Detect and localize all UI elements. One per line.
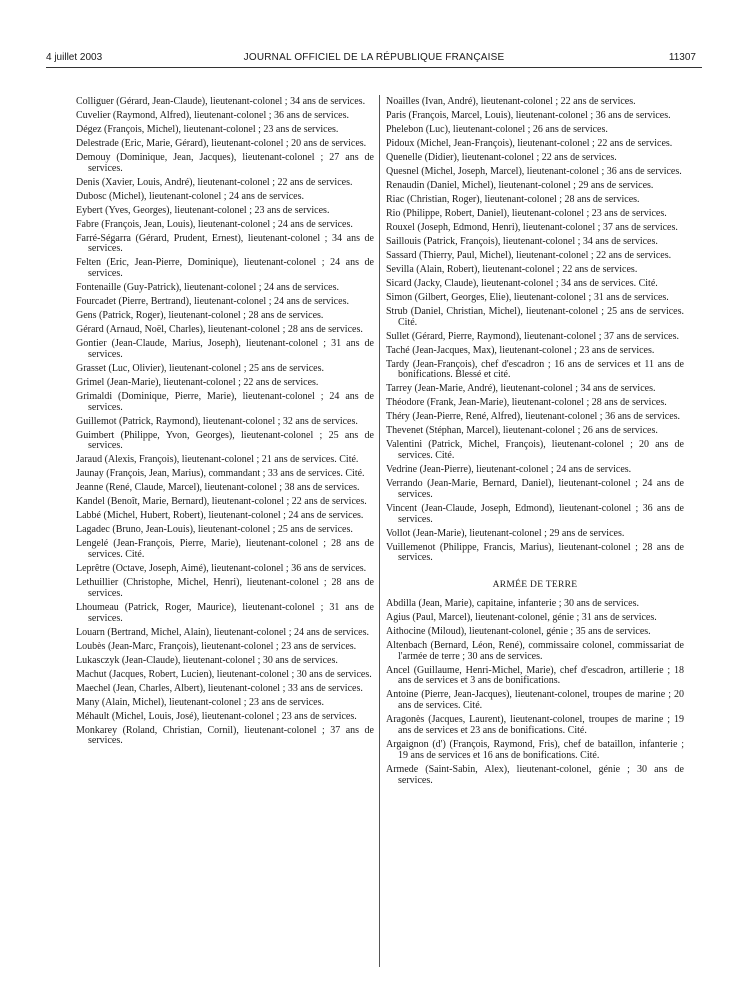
list-item: Fourcadet (Pierre, Bertrand), lieutenant-colonel ; 24 ans de services. [76,296,349,308]
list-item: Vedrine (Jean-Pierre), lieutenant-colonel ; 24 ans de services. [386,464,632,476]
header-title: JOURNAL OFFICIEL DE LA RÉPUBLIQUE FRANÇAISE [243,52,505,63]
list-item: Gens (Patrick, Roger), lieutenant-colonel ; 28 ans de services. [76,310,324,322]
list-item: Felten (Eric, Jean-Pierre, Dominique), lieutenant-colonel ; 24 ans de services. [76,257,374,280]
list-item: Taché (Jean-Jacques, Max), lieutenant-colonel ; 23 ans de services. [386,344,655,356]
list-item: Renaudin (Daniel, Michel), lieutenant-colonel ; 29 ans de services. [386,179,654,191]
list-item: Lengelé (Jean-François, Pierre, Marie), lieutenant-colonel ; 28 ans de services. Cité. [76,538,374,561]
list-item: Demouy (Dominique, Jean, Jacques), lieutenant-colonel ; 27 ans de services. [76,151,374,174]
list-item: Altenbach (Bernard, Léon, René), commissaire colonel, commissariat de l'armée de terre ; 30 ans de services. [386,639,684,662]
list-item: Argaignon (d') (François, Raymond, Fris), chef de bataillon, infanterie ; 19 ans de services et 16 ans de bonifications. Cité. [386,739,684,761]
list-item: Cuvelier (Raymond, Alfred), lieutenant-colonel ; 36 ans de services. [76,109,349,121]
header-date: 4 juillet 2003 [46,52,103,63]
list-item: Rouxel (Joseph, Edmond, Henri), lieutenant-colonel ; 37 ans de services. [386,221,678,233]
list-item: Jeanne (René, Claude, Marcel), lieutenant-colonel ; 38 ans de services. [76,482,360,494]
list-item: Saillouis (Patrick, François), lieutenant-colonel ; 34 ans de services. [386,235,658,247]
header-page-number: 11307 [668,52,696,63]
list-item: Lethuillier (Christophe, Michel, Henri), lieutenant-colonel ; 28 ans de services. [76,577,374,599]
list-item: Rio (Philippe, Robert, Daniel), lieutenant-colonel ; 23 ans de services. [386,207,667,219]
list-item: Théodore (Frank, Jean-Marie), lieutenant-colonel ; 28 ans de services. [386,397,667,409]
list-item: Many (Alain, Michel), lieutenant-colonel ; 23 ans de services. [76,696,324,708]
list-item: Monkarey (Roland, Christian, Cornil), lieutenant-colonel ; 37 ans de services. [76,724,374,747]
list-item: Lagadec (Bruno, Jean-Louis), lieutenant-colonel ; 25 ans de services. [76,524,353,536]
list-item: Louarn (Bertrand, Michel, Alain), lieutenant-colonel ; 24 ans de services. [76,626,369,638]
list-item: Strub (Daniel, Christian, Michel), lieutenant-colonel ; 25 ans de services. Cité. [386,305,684,328]
list-item: Théry (Jean-Pierre, René, Alfred), lieutenant-colonel ; 36 ans de services. [386,411,681,423]
list-item: Kandel (Benoît, Marie, Bernard), lieutenant-colonel ; 22 ans de services. [76,496,367,508]
list-item: Machut (Jacques, Robert, Lucien), lieutenant-colonel ; 30 ans de services. [76,668,372,680]
list-item: Guimbert (Philippe, Yvon, Georges), lieutenant-colonel ; 25 ans de services. [76,429,374,452]
list-item: Guillemot (Patrick, Raymond), lieutenant-colonel ; 32 ans de services. [76,415,358,427]
list-item: Eybert (Yves, Georges), lieutenant-colonel ; 23 ans de services. [76,204,330,216]
list-item: Denis (Xavier, Louis, André), lieutenant-colonel ; 22 ans de services. [76,176,353,188]
right-entry-list [386,97,684,564]
list-item: Aragonès (Jacques, Laurent), lieutenant-colonel, troupes de marine ; 19 ans de services et 23 ans de bonifications. Cité. [386,714,684,737]
list-item: Thevenet (Stéphan, Marcel), lieutenant-colonel ; 26 ans de services. [386,425,658,437]
list-item: Tardy (Jean-François), chef d'escadron ; 16 ans de services et 11 ans de bonifications. Blessé et cité. [386,358,684,381]
column-divider [379,95,380,967]
list-item: Dubosc (Michel), lieutenant-colonel ; 24 ans de services. [76,190,304,202]
list-item: Sicard (Jacky, Claude), lieutenant-colonel ; 34 ans de services. Cité. [386,277,658,289]
list-item: Sassard (Thierry, Paul, Michel), lieutenant-colonel ; 22 ans de services. [386,249,672,261]
list-item: Lukasczyk (Jean-Claude), lieutenant-colonel ; 30 ans de services. [76,654,338,666]
list-item: Vincent (Jean-Claude, Joseph, Edmond), lieutenant-colonel ; 36 ans de services. [386,502,684,525]
list-item: Lhoumeau (Patrick, Roger, Maurice), lieutenant-colonel ; 31 ans de services. [76,601,374,624]
list-item: Maechel (Jean, Charles, Albert), lieutenant-colonel ; 33 ans de services. [76,682,363,694]
list-item: Paris (François, Marcel, Louis), lieutenant-colonel ; 36 ans de services. [386,109,671,121]
header-rule [46,67,702,68]
list-item: Riac (Christian, Roger), lieutenant-colonel ; 28 ans de services. [386,193,640,205]
list-item: Vollot (Jean-Marie), lieutenant-colonel ; 29 ans de services. [386,527,625,539]
list-item: Jaunay (François, Jean, Marius), commandant ; 33 ans de services. Cité. [76,468,365,480]
list-item: Quesnel (Michel, Joseph, Marcel), lieutenant-colonel ; 36 ans de services. [386,165,682,177]
list-item: Armede (Saint-Sabin, Alex), lieutenant-colonel, génie ; 30 ans de services. [386,763,684,786]
list-item: Dégez (François, Michel), lieutenant-colonel ; 23 ans de services. [76,123,339,135]
list-item: Delestrade (Eric, Marie, Gérard), lieutenant-colonel ; 20 ans de services. [76,137,367,149]
list-item: Fabre (François, Jean, Louis), lieutenant-colonel ; 24 ans de services. [76,218,353,230]
list-item: Verrando (Jean-Marie, Bernard, Daniel), lieutenant-colonel ; 24 ans de services. [386,478,684,500]
list-item: Farré-Ségarra (Gérard, Prudent, Ernest), lieutenant-colonel ; 34 ans de services. [76,232,374,255]
list-item: Méhault (Michel, Louis, José), lieutenant-colonel ; 23 ans de services. [76,710,357,722]
list-item: Abdilla (Jean, Marie), capitaine, infanterie ; 30 ans de services. [386,597,639,609]
section-title: ARMÉE DE TERRE [492,580,578,591]
list-item: Simon (Gilbert, Georges, Elie), lieutenant-colonel ; 31 ans de services. [386,291,669,303]
list-item: Phelebon (Luc), lieutenant-colonel ; 26 ans de services. [386,123,608,135]
page-header [0,52,748,66]
list-item: Aithocine (Miloud), lieutenant-colonel, génie ; 35 ans de services. [386,625,651,637]
list-item: Gérard (Arnaud, Noël, Charles), lieutenant-colonel ; 28 ans de services. [76,324,363,336]
left-column [76,97,374,750]
list-item: Jaraud (Alexis, François), lieutenant-colonel ; 21 ans de services. Cité. [76,454,359,466]
list-item: Ancel (Guillaume, Henri-Michel, Marie), chef d'escadron, artillerie ; 18 ans de services et 3 ans de bonifications. [386,664,684,687]
list-item: Noailles (Ivan, André), lieutenant-colonel ; 22 ans de services. [386,96,636,107]
section-entry-list [386,599,684,786]
list-item: Valentini (Patrick, Michel, François), lieutenant-colonel ; 20 ans de services. Cité. [386,439,684,462]
list-item: Antoine (Pierre, Jean-Jacques), lieutenant-colonel, troupes de marine ; 20 ans de services. Cité. [386,689,684,712]
list-item: Grimaldi (Dominique, Pierre, Marie), lieutenant-colonel ; 24 ans de services. [76,390,374,413]
list-item: Labbé (Michel, Hubert, Robert), lieutenant-colonel ; 24 ans de services. [76,510,364,522]
list-item: Grimel (Jean-Marie), lieutenant-colonel ; 22 ans de services. [76,376,319,388]
list-item: Sullet (Gérard, Pierre, Raymond), lieutenant-colonel ; 37 ans de services. [386,330,679,342]
list-item: Loubès (Jean-Marc, François), lieutenant-colonel ; 23 ans de services. [76,640,357,652]
list-item: Agius (Paul, Marcel), lieutenant-colonel, génie ; 31 ans de services. [386,611,657,623]
list-item: Quenelle (Didier), lieutenant-colonel ; 22 ans de services. [386,151,617,163]
list-item: Vuillemenot (Philippe, Francis, Marius), lieutenant-colonel ; 28 ans de services. [386,541,684,564]
list-item: Grasset (Luc, Olivier), lieutenant-colonel ; 25 ans de services. [76,362,324,374]
right-column [386,97,684,790]
list-item: Gontier (Jean-Claude, Marius, Joseph), lieutenant-colonel ; 31 ans de services. [76,338,374,360]
list-item: Sevilla (Alain, Robert), lieutenant-colonel ; 22 ans de services. [386,263,638,275]
list-item: Fontenaille (Guy-Patrick), lieutenant-colonel ; 24 ans de services. [76,282,339,294]
list-item: Colliguer (Gérard, Jean-Claude), lieutenant-colonel ; 34 ans de services. [76,96,366,107]
list-item: Leprêtre (Octave, Joseph, Aimé), lieutenant-colonel ; 36 ans de services. [76,563,367,575]
list-item: Tarrey (Jean-Marie, André), lieutenant-colonel ; 34 ans de services. [386,383,656,395]
list-item: Pidoux (Michel, Jean-François), lieutenant-colonel ; 22 ans de services. [386,137,673,149]
